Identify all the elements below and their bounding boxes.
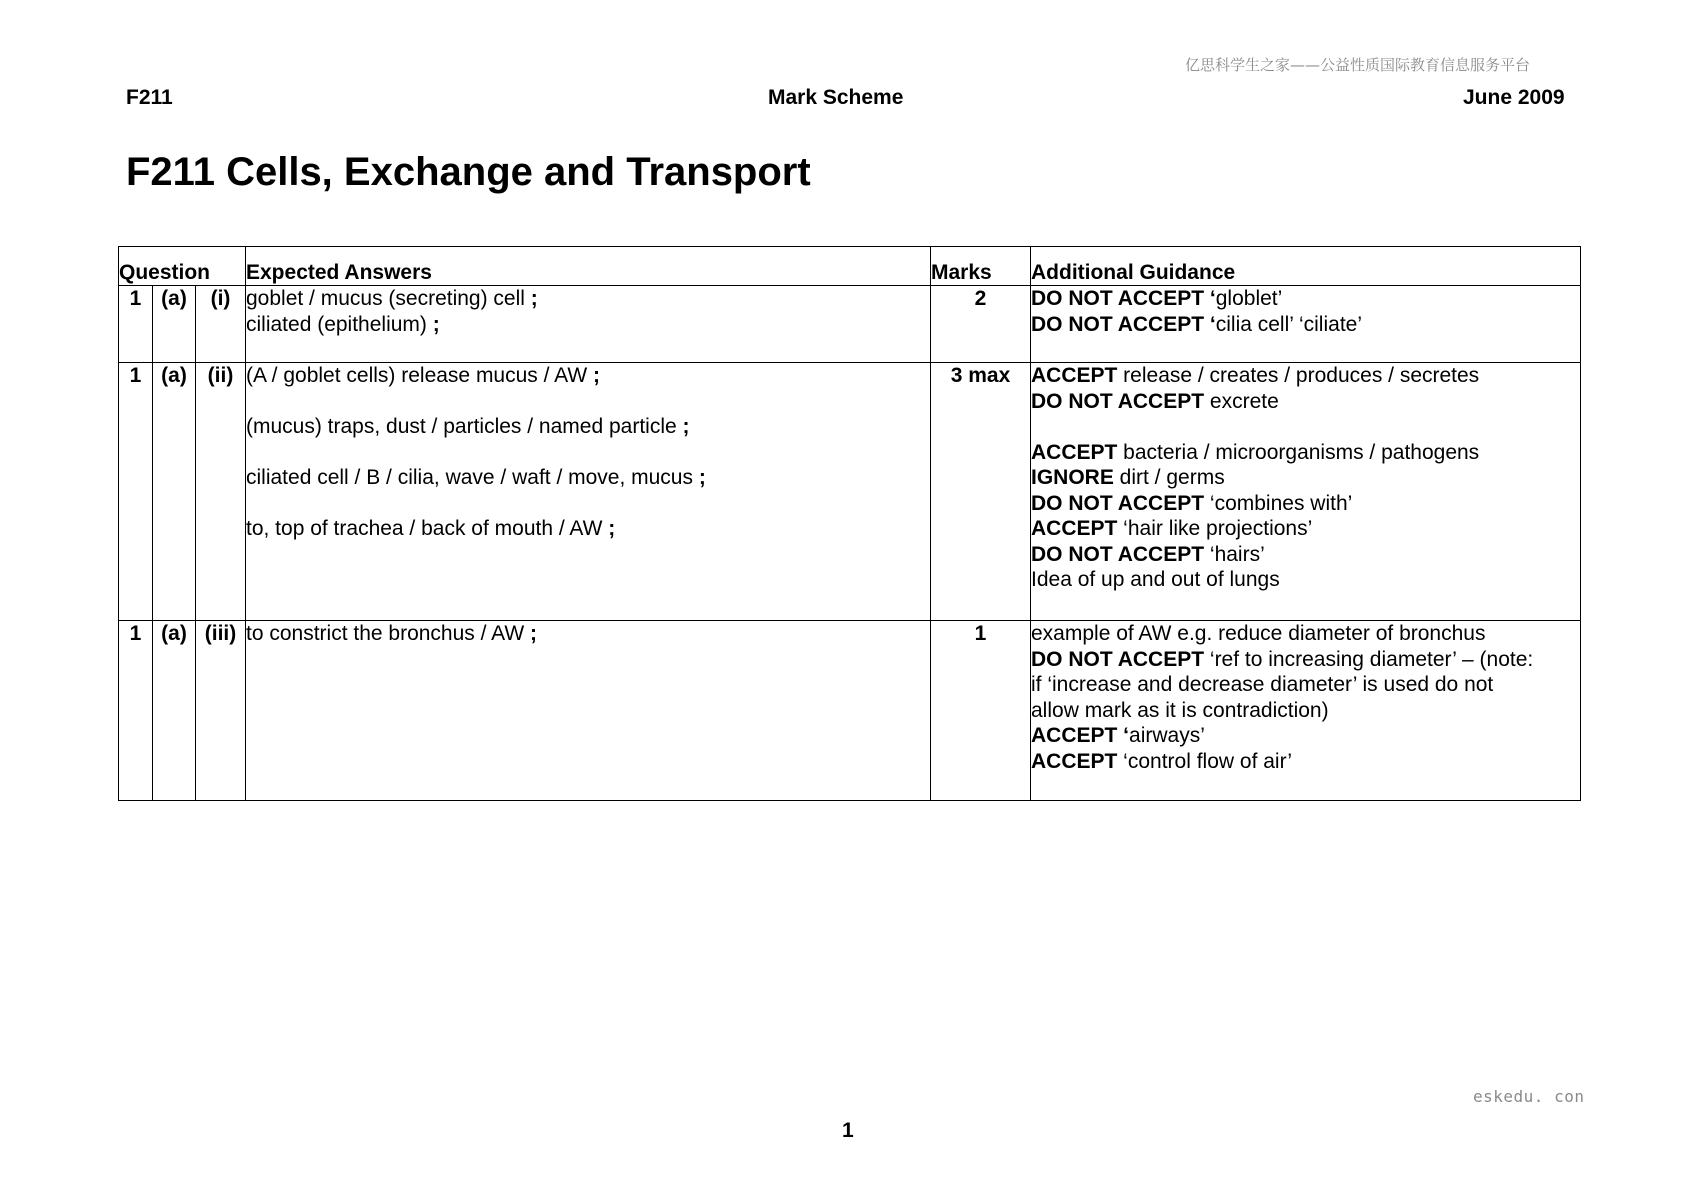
expected-answers-cell [246,286,931,363]
guidance-line [1031,723,1580,749]
guidance-text: release / creates / produces / secretes [1117,364,1480,387]
guidance-cell [1031,286,1581,363]
guidance-text: excrete [1204,389,1279,413]
answer-line [246,312,930,338]
marking-point-semicolon: ; [432,312,440,336]
watermark-bottom: eskedu. con [1473,1087,1585,1106]
guidance-text: example of AW e.g. reduce diameter of bronchus [1031,622,1486,645]
guidance-line [1031,389,1580,415]
guidance-text: allow mark as it is contradiction) [1031,698,1329,722]
guidance-text: ‘control flow of air’ [1117,749,1293,773]
guidance-text: ‘combines with’ [1204,491,1353,515]
guidance-keyword: ACCEPT ‘ [1031,724,1130,747]
question-subpart: (iii) [196,621,246,801]
marking-point-semicolon: ; [698,466,706,489]
guidance-text: if ‘increase and decrease diameter’ is used do not [1031,673,1494,696]
guidance-keyword: DO NOT ACCEPT [1031,491,1205,515]
guidance-keyword: DO NOT ACCEPT ‘ [1031,312,1216,336]
guidance-line [1031,647,1580,673]
answer-text: (mucus) traps, dust / particles / named particle [246,415,683,438]
answer-line [246,516,930,542]
guidance-line [1031,672,1580,698]
question-number: 1 [119,363,153,621]
guidance-keyword: DO NOT ACCEPT [1031,389,1205,413]
marks-cell: 1 [931,621,1031,801]
guidance-line [1031,621,1580,647]
answer-line [246,363,930,389]
header-code: F211 [126,86,173,109]
question-number: 1 [119,621,153,801]
guidance-text: bacteria / microorganisms / pathogens [1117,440,1480,464]
guidance-text: ‘hairs’ [1204,542,1265,566]
page-title: F211 Cells, Exchange and Transport [126,150,811,194]
guidance-line [1031,440,1580,466]
marking-point-semicolon: ; [682,415,690,438]
answer-line [246,465,930,491]
answer-text: ciliated cell / B / cilia, wave / waft / move, mucus [246,466,699,489]
table-row [119,363,1581,621]
guidance-line [1031,516,1580,542]
question-subpart: (ii) [196,363,246,621]
guidance-line [1031,312,1580,338]
answer-line [246,414,930,440]
mark-scheme-table [118,246,1581,801]
question-part: (a) [153,621,196,801]
guidance-line [1031,542,1580,568]
marks-cell: 3 max [931,363,1031,621]
guidance-text: ‘ref to increasing diameter’ – (note: [1204,647,1534,671]
guidance-keyword: ACCEPT [1031,440,1118,464]
guidance-line [1031,286,1580,312]
table-row [119,286,1581,363]
guidance-line [1031,749,1580,775]
answer-text: (A / goblet cells) release mucus / AW [246,364,594,387]
watermark-top: 亿思科学生之家——公益性质国际教育信息服务平台 [1185,56,1531,74]
marks-cell: 2 [931,286,1031,363]
answers-header: Expected Answers [246,247,931,286]
guidance-keyword: ACCEPT [1031,364,1118,387]
page-number: 1 [842,1119,854,1142]
answer-text: goblet / mucus (secreting) cell [246,287,531,310]
answer-line [246,286,930,312]
guidance-line [1031,698,1580,724]
header-date: June 2009 [1463,86,1565,109]
answer-text: to, top of trachea / back of mouth / AW [246,517,609,540]
guidance-line [1031,363,1580,389]
table-body [119,286,1581,801]
table-row [119,621,1581,801]
guidance-text: Idea of up and out of lungs [1031,568,1280,591]
guidance-text: airways’ [1129,724,1205,747]
guidance-keyword: DO NOT ACCEPT [1031,542,1205,566]
question-part: (a) [153,363,196,621]
guidance-header: Additional Guidance [1031,247,1581,286]
marking-point-semicolon: ; [530,287,538,310]
guidance-cell [1031,363,1581,621]
guidance-keyword: DO NOT ACCEPT ‘ [1031,287,1216,310]
expected-answers-cell [246,363,931,621]
guidance-keyword: DO NOT ACCEPT [1031,647,1205,671]
guidance-text: cilia cell’ ‘ciliate’ [1215,312,1362,336]
guidance-line [1031,465,1580,491]
guidance-text: globlet’ [1215,287,1283,310]
answer-text: to constrict the bronchus / AW [246,622,531,645]
guidance-cell [1031,621,1581,801]
guidance-keyword: ACCEPT [1031,749,1118,773]
guidance-line [1031,414,1580,440]
marks-header: Marks [931,247,1031,286]
marking-point-semicolon: ; [530,622,538,645]
answer-line [246,621,930,647]
guidance-keyword: ACCEPT [1031,517,1118,540]
guidance-keyword: IGNORE [1031,466,1114,489]
header-doc-type: Mark Scheme [768,86,904,109]
guidance-text: ‘hair like projections’ [1117,517,1313,540]
question-header: Question [119,247,246,286]
question-subpart: (i) [196,286,246,363]
answer-text: ciliated (epithelium) [246,312,433,336]
guidance-text: dirt / germs [1113,466,1225,489]
table-header-row [119,247,1581,286]
guidance-line [1031,491,1580,517]
marking-point-semicolon: ; [593,364,601,387]
marking-point-semicolon: ; [608,517,616,540]
question-number: 1 [119,286,153,363]
guidance-line [1031,567,1580,593]
expected-answers-cell [246,621,931,801]
question-part: (a) [153,286,196,363]
